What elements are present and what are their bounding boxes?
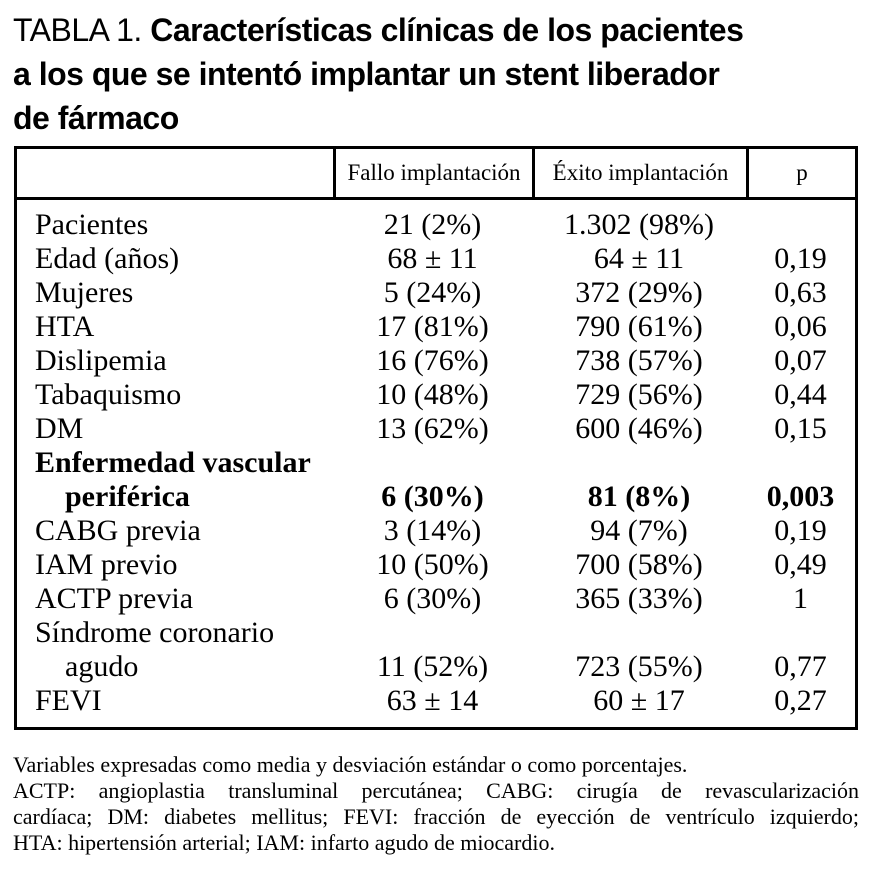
cell-fallo: 3 (14%) bbox=[383, 514, 482, 547]
table-row bbox=[17, 514, 855, 548]
cell-exito: 729 (56%) bbox=[575, 378, 703, 411]
cell-fallo: 10 (48%) bbox=[376, 378, 489, 411]
cell-exito: 81 (8%) bbox=[587, 480, 691, 513]
cell-exito: 94 (7%) bbox=[590, 514, 688, 547]
cell-p bbox=[746, 208, 855, 242]
footnote-abbrev-line-3: HTA: hipertensión arterial; IAM: infarto agudo de miocardio. bbox=[13, 830, 555, 855]
table-row bbox=[17, 208, 855, 242]
cell-exito: 790 (61%) bbox=[575, 310, 703, 343]
cell-p: 1 bbox=[793, 582, 808, 615]
cell-fallo bbox=[333, 616, 532, 650]
cell-fallo: 16 (76%) bbox=[376, 344, 489, 377]
row-label: Tabaquismo bbox=[35, 378, 182, 411]
cell-fallo bbox=[333, 446, 532, 480]
row-label: HTA bbox=[35, 310, 95, 343]
cell-exito bbox=[532, 446, 746, 480]
cell-exito: 1.302 (98%) bbox=[564, 208, 714, 241]
title-line-1 bbox=[13, 8, 743, 52]
cell-exito bbox=[532, 616, 746, 650]
cell-fallo: 10 (50%) bbox=[376, 548, 489, 581]
cell-fallo: 17 (81%) bbox=[376, 310, 489, 343]
cell-p bbox=[746, 616, 855, 650]
row-label: FEVI bbox=[35, 684, 102, 717]
table-row bbox=[17, 276, 855, 310]
cell-exito: 600 (46%) bbox=[575, 412, 703, 445]
cell-exito: 700 (58%) bbox=[575, 548, 703, 581]
cell-fallo: 68 ± 11 bbox=[387, 242, 478, 275]
row-label: Pacientes bbox=[35, 208, 149, 241]
cell-fallo: 63 ± 14 bbox=[386, 684, 479, 717]
table-row bbox=[17, 446, 855, 480]
cell-p: 0,44 bbox=[774, 378, 827, 411]
cell-p: 0,15 bbox=[774, 412, 827, 445]
cell-p: 0,003 bbox=[766, 480, 835, 513]
cell-p: 0,49 bbox=[774, 548, 827, 581]
table-row bbox=[17, 378, 855, 412]
table-row bbox=[17, 650, 855, 684]
cell-exito: 738 (57%) bbox=[575, 344, 703, 377]
cell-fallo: 21 (2%) bbox=[383, 208, 482, 241]
table-row bbox=[17, 582, 855, 616]
table-row bbox=[17, 616, 855, 650]
footnote-variables: Variables expresadas como media y desviación estándar o como porcentajes. bbox=[13, 752, 688, 777]
cell-exito: 723 (55%) bbox=[575, 650, 703, 683]
title-line-2: a los que se intentó implantar un stent liberador bbox=[13, 56, 720, 92]
title-line-1-text: Características clínicas de los pacientes bbox=[150, 12, 744, 48]
cell-exito: 64 ± 11 bbox=[593, 242, 685, 275]
title-prefix: TABLA 1. bbox=[13, 12, 142, 48]
footnotes bbox=[13, 752, 859, 856]
row-label: periférica bbox=[65, 480, 190, 513]
table-title bbox=[13, 8, 743, 140]
cell-p: 0,27 bbox=[774, 684, 827, 717]
row-label: IAM previo bbox=[35, 548, 178, 581]
table-row bbox=[17, 242, 855, 276]
cell-exito: 60 ± 17 bbox=[593, 684, 685, 717]
footnote-abbrev-line-2: cardíaca; DM: diabetes mellitus; FEVI: fracción de eyección de ventrículo izquierdo; bbox=[13, 804, 859, 829]
cell-exito: 372 (29%) bbox=[575, 276, 703, 309]
row-label: DM bbox=[35, 412, 84, 445]
table-row bbox=[17, 412, 855, 446]
cell-p bbox=[746, 446, 855, 480]
cell-fallo: 6 (30%) bbox=[381, 480, 484, 513]
table-body bbox=[17, 200, 855, 727]
header-cell-empty bbox=[17, 149, 333, 197]
row-label: Síndrome coronario bbox=[35, 616, 275, 649]
table-row bbox=[17, 344, 855, 378]
table-header-row bbox=[17, 149, 855, 200]
clinical-table bbox=[14, 146, 858, 730]
title-line-3: de fármaco bbox=[13, 100, 179, 136]
row-label: Mujeres bbox=[35, 276, 134, 309]
header-cell-p: p bbox=[746, 149, 855, 197]
table-row bbox=[17, 480, 855, 514]
row-label: Edad (años) bbox=[35, 242, 180, 275]
cell-fallo: 6 (30%) bbox=[383, 582, 482, 615]
row-label: CABG previa bbox=[35, 514, 201, 547]
row-label: Enfermedad vascular bbox=[35, 446, 311, 479]
footnote-abbrev-line-1: ACTP: angioplastia transluminal percutánea; CABG: cirugía de revascularización bbox=[13, 778, 859, 803]
header-cell-exito: Éxito implantación bbox=[532, 149, 746, 197]
table-row bbox=[17, 548, 855, 582]
row-label: Dislipemia bbox=[35, 344, 167, 377]
cell-fallo: 11 (52%) bbox=[376, 650, 489, 683]
cell-p: 0,77 bbox=[774, 650, 827, 683]
table-row bbox=[17, 684, 855, 718]
cell-p: 0,06 bbox=[774, 310, 827, 343]
cell-p: 0,19 bbox=[774, 242, 827, 275]
header-cell-fallo: Fallo implantación bbox=[333, 149, 532, 197]
cell-exito: 365 (33%) bbox=[575, 582, 703, 615]
cell-p: 0,63 bbox=[774, 276, 827, 309]
cell-p: 0,19 bbox=[774, 514, 827, 547]
cell-p: 0,07 bbox=[774, 344, 827, 377]
row-label: ACTP previa bbox=[35, 582, 194, 615]
cell-fallo: 13 (62%) bbox=[376, 412, 489, 445]
table-row bbox=[17, 310, 855, 344]
cell-fallo: 5 (24%) bbox=[383, 276, 482, 309]
row-label: agudo bbox=[65, 650, 139, 683]
